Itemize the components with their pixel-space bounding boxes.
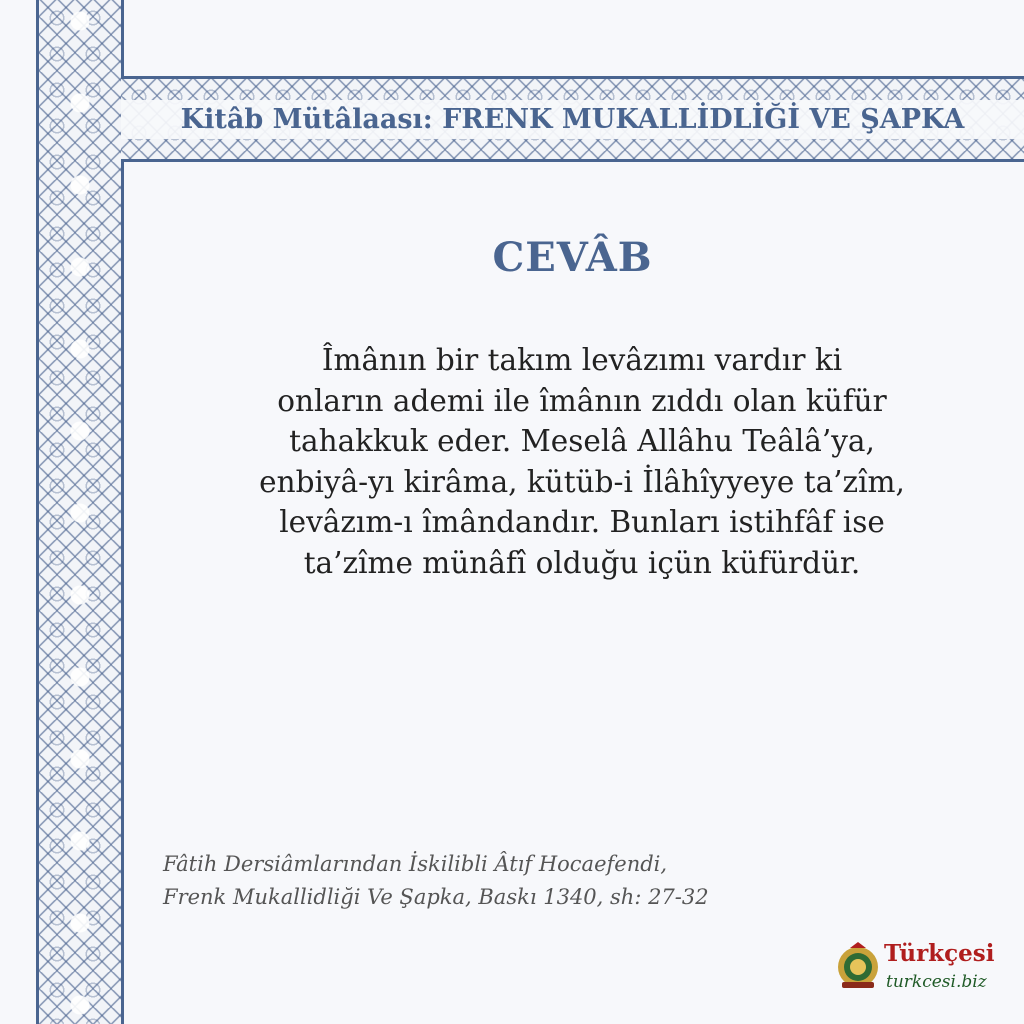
ottoman-emblem-icon [834,940,882,992]
page-title: Kitâb Mütâlaası: FRENK MUKALLİDLİĞİ VE ŞAPKA [121,100,1024,139]
body-line: levâzım-ı îmândandır. Bunları istihfâf ise [279,505,885,539]
header-banner [121,76,1024,162]
left-ornamental-border [36,0,124,1024]
body-paragraph [160,340,1004,583]
logo-name: Türkçesi [884,940,995,967]
citation-line-author: Fâtih Dersiâmlarından İskilibli Âtıf Hocaefendi, [163,852,668,876]
brand-logo [834,938,994,996]
logo-url: turkcesi.biz [886,972,987,992]
body-line: Îmânın bir takım levâzımı vardır ki [321,343,843,377]
citation [163,848,709,914]
border-star-pattern [39,0,121,1024]
body-line: onların ademi ile îmânın zıddı olan küfür [277,383,887,418]
body-line: tahakkuk eder. Meselâ Allâhu Teâlâ’ya, [289,424,875,458]
body-line: ta’zîme münâfî olduğu içün küfürdür. [303,545,861,580]
section-heading: CEVÂB [492,234,653,281]
body-line: enbiyâ-yı kirâma, kütüb-i İlâhîyyeye ta’zîm, [259,464,905,499]
citation-line-source: Frenk Mukallidliği Ve Şapka, Baskı 1340, sh: 27-32 [163,885,709,909]
